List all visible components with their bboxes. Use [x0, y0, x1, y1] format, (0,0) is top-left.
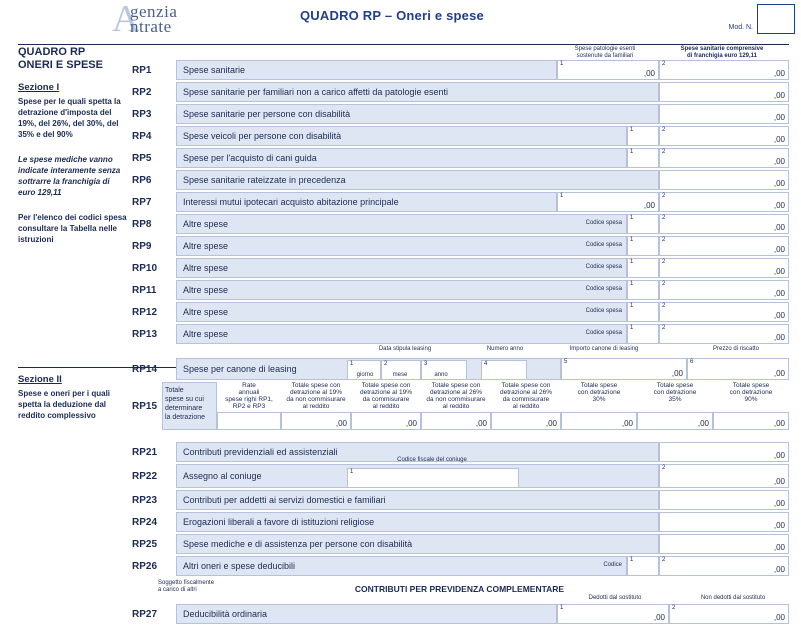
sezione-1-description: Spese per le quali spetta la detrazione d'imposta del 19%, del 26%, del 30%, del 35% e del 90% [18, 97, 121, 139]
row-bar [176, 214, 627, 234]
field-input[interactable]: 1 [627, 214, 659, 234]
rp15-col: Totale spese con detrazione al 19% da commisurare al reddito ,00 [351, 382, 421, 430]
field-anno[interactable]: 3 [421, 360, 467, 380]
field-input[interactable] [217, 412, 281, 430]
mod-number-group [728, 4, 795, 34]
row-bar [176, 126, 627, 146]
row-bar [176, 192, 557, 212]
row-bar [176, 302, 627, 322]
row-code: RP22 [132, 470, 158, 482]
row-code: RP3 [132, 108, 152, 120]
row-label: Contributi per addetti ai servizi domestici e familiari [183, 495, 386, 505]
field-input[interactable]: ,00 [281, 412, 351, 430]
table-row [130, 490, 789, 510]
row-label: Spese per canone di leasing [183, 364, 297, 374]
row-bar [176, 358, 561, 380]
row-label: Altri oneri e spese deducibili [183, 561, 296, 571]
rp15-col: Totale spese con detrazione al 19% da non commisurare al reddito ,00 [281, 382, 351, 430]
row-label: Spese per l'acquisto di cani guida [183, 153, 317, 163]
row-label: Assegno al coniuge [183, 471, 262, 481]
field-input[interactable]: 2 ,00 [659, 148, 789, 168]
caption-giorno: giorno [356, 372, 374, 378]
table-row [130, 280, 789, 300]
field-input[interactable]: 2 ,00 [659, 324, 789, 344]
codice-caption: Codice [603, 562, 622, 568]
table-row [130, 604, 789, 624]
row-label: Spese sanitarie per familiari non a carico affetti da patologie esenti [183, 87, 448, 97]
row-bar [176, 170, 659, 190]
row-label: Spese veicoli per persone con disabilità [183, 131, 342, 141]
table-row [130, 457, 789, 488]
row-label: Deducibilità ordinaria [183, 609, 268, 619]
table-row [130, 60, 789, 80]
row-label: Erogazioni liberali a favore di istituzioni religiose [183, 517, 375, 527]
caption-anno: anno [434, 372, 448, 378]
row-code: RP23 [132, 494, 158, 506]
row-code: RP13 [132, 328, 158, 340]
row-bar [176, 324, 627, 344]
field-input[interactable]: 1 [627, 236, 659, 256]
table-row [130, 104, 789, 124]
row-bar [176, 104, 659, 124]
quadro-title-line1: QUADRO RP [18, 46, 86, 58]
left-column-sezione2 [18, 374, 128, 421]
row-code: RP12 [132, 306, 158, 318]
caption-esenti: Spese patologie esenti sostenute da familiari [574, 46, 636, 59]
field-numero-anno[interactable]: 4 [481, 360, 527, 380]
field-input[interactable]: ,00 [659, 170, 789, 190]
row-label: Altre spese [183, 307, 229, 317]
rp15-col: Totale spese con detrazione al 26% da commisurare al reddito ,00 [491, 382, 561, 430]
row-label: Altre spese [183, 329, 229, 339]
table-row [130, 148, 789, 168]
previdenza-header [130, 578, 789, 604]
row-code: RP14 [132, 363, 158, 375]
rp15-col: Totale spese con detrazione al 26% da non commisurare al reddito ,00 [421, 382, 491, 430]
row-bar [176, 236, 627, 256]
row-bar [176, 556, 627, 576]
rp15-col: Totale spese con detrazione 30% ,00 [561, 382, 637, 430]
row-label: Altre spese [183, 219, 229, 229]
table-row [130, 358, 789, 380]
sezione-2-description: Spese e oneri per i quali spetta la deduzione dal reddito complessivo [18, 389, 111, 420]
codice-spesa-caption: Codice spesa [585, 330, 622, 336]
row-code: RP15 [132, 400, 158, 412]
table-row [130, 258, 789, 278]
row-label: Altre spese [183, 241, 229, 251]
note-franchigia: Le spese mediche vanno indicate interamente senza sottrarre la franchigia di euro 129,11 [18, 155, 121, 197]
field-input[interactable]: ,00 [491, 412, 561, 430]
row-code: RP27 [132, 608, 158, 620]
caption-data-stipula: Data stipula leasing [378, 346, 432, 352]
table-row [130, 556, 789, 576]
field-input[interactable]: ,00 [659, 534, 789, 554]
field-input[interactable]: 1 ,00 [557, 60, 659, 80]
row-code: RP11 [132, 284, 157, 296]
row-code: RP8 [132, 218, 152, 230]
row-label: Spese sanitarie rateizzate in precedenza [183, 175, 346, 185]
field-input[interactable]: ,00 [659, 490, 789, 510]
caption-soggetto-carico: Soggetto fiscalmente a carico di altri [158, 580, 215, 593]
note-codici: Per l'elenco dei codici spesa consultare la Tabella nelle istruzioni [18, 213, 127, 244]
previdenza-title: CONTRIBUTI PER PREVIDENZA COMPLEMENTARE [354, 584, 565, 594]
rp15-row [130, 382, 789, 430]
row-code: RP26 [132, 560, 158, 572]
field-input[interactable]: ,00 [351, 412, 421, 430]
field-mese[interactable]: 2 [381, 360, 421, 380]
field-importo-canone[interactable]: 5 ,00 [561, 358, 687, 380]
caption-non-dedotti: Non dedotti dal sostituto [700, 595, 766, 601]
field-input[interactable]: 2 ,00 [659, 556, 789, 576]
row-code: RP1 [132, 64, 152, 76]
row-bar [176, 604, 557, 624]
rp15-col: Totale spese con detrazione 35% ,00 [637, 382, 713, 430]
table-row [130, 192, 789, 212]
row-code: RP4 [132, 130, 152, 142]
field-input[interactable]: 1 [627, 148, 659, 168]
field-codice-fiscale-coniuge[interactable]: 1 [347, 468, 519, 488]
caption-franchigia: Spese sanitarie comprensive di franchigia euro 129,11 [680, 46, 764, 59]
field-input[interactable]: 1 [627, 258, 659, 278]
field-input[interactable]: 1 [627, 280, 659, 300]
rp15-columns [217, 382, 789, 430]
row-code: RP2 [132, 86, 152, 98]
codice-spesa-caption: Codice spesa [585, 286, 622, 292]
row-label: Contributi previdenziali ed assistenziali [183, 447, 338, 457]
field-input[interactable]: ,00 [659, 82, 789, 102]
caption-mese: mese [392, 372, 408, 378]
codice-spesa-caption: Codice spesa [585, 242, 622, 248]
row-bar [176, 258, 627, 278]
row-bar [176, 280, 627, 300]
rp15-col: Rate annuali spese righi RP1, RP2 e RP3 [217, 382, 281, 430]
rp14-captions [130, 346, 789, 358]
table-row [130, 324, 789, 344]
field-input[interactable]: ,00 [637, 412, 713, 430]
row-bar [176, 490, 659, 510]
row-code: RP25 [132, 538, 158, 550]
mod-label: Mod. N. [728, 24, 753, 31]
agency-name-line1: genzia [130, 2, 178, 21]
form-grid [130, 46, 789, 626]
row-code: RP6 [132, 174, 152, 186]
row-bar [176, 148, 627, 168]
row-label: Altre spese [183, 285, 229, 295]
field-input[interactable]: 2 ,00 [659, 258, 789, 278]
field-input[interactable]: 2 ,00 [659, 192, 789, 212]
table-row [130, 512, 789, 532]
table-row [130, 82, 789, 102]
field-input[interactable]: ,00 [561, 412, 637, 430]
codice-spesa-caption: Codice spesa [585, 308, 622, 314]
codice-spesa-caption: Codice spesa [585, 264, 622, 270]
caption-prezzo-riscatto: Prezzo di riscatto [712, 346, 760, 352]
caption-importo-canone: Importo canone di leasing [569, 346, 639, 352]
field-input[interactable]: ,00 [659, 442, 789, 462]
field-input[interactable]: 1 [627, 126, 659, 146]
field-input[interactable]: ,00 [659, 512, 789, 532]
row-bar [176, 534, 659, 554]
field-prezzo-riscatto[interactable]: 6 ,00 [687, 358, 789, 380]
field-input[interactable]: ,00 [713, 412, 789, 430]
row-bar [176, 457, 659, 488]
field-input[interactable]: 1 [627, 556, 659, 576]
row-code: RP10 [132, 262, 158, 274]
rp15-label: Totale spese su cui determinare la detrazione [162, 382, 217, 430]
caption-numero-anno: Numero anno [486, 346, 524, 352]
row-bar [176, 512, 659, 532]
field-input[interactable]: 2 ,00 [659, 236, 789, 256]
caption-dedotti: Dedotti dal sostituto [588, 595, 642, 601]
row-label: Spese sanitarie [183, 65, 246, 75]
field-giorno[interactable]: 1 [347, 360, 381, 380]
row-label: Spese mediche e di assistenza per persone con disabilità [183, 539, 413, 549]
agency-glyph-icon: A [112, 0, 140, 40]
row-code: RP7 [132, 196, 152, 208]
field-input[interactable]: 2 ,00 [659, 214, 789, 234]
rp15-col: Totale spese con detrazione 90% ,00 [713, 382, 789, 430]
row-bar [176, 82, 659, 102]
table-row [130, 126, 789, 146]
field-non-dedotti-sostituto[interactable]: 2 ,00 [669, 604, 789, 624]
field-input[interactable]: 1 [627, 324, 659, 344]
table-row [130, 302, 789, 322]
top-captions [130, 46, 789, 60]
row-label: Spese sanitarie per persone con disabilità [183, 109, 351, 119]
row-bar [176, 60, 557, 80]
row-label: Interessi mutui ipotecari acquisto abitazione principale [183, 197, 399, 207]
row-code: RP9 [132, 240, 152, 252]
page-header [0, 0, 801, 40]
row-code: RP24 [132, 516, 158, 528]
sezione-2-title: Sezione II [18, 374, 62, 385]
field-input[interactable]: 2 ,00 [659, 60, 789, 80]
row-code: RP21 [132, 446, 158, 458]
caption-codice-fiscale-coniuge: Codice fiscale del coniuge [397, 457, 467, 463]
field-input[interactable]: ,00 [659, 104, 789, 124]
table-row [130, 170, 789, 190]
field-input[interactable]: 2 ,00 [659, 464, 789, 488]
divider-top [18, 44, 789, 45]
table-row [130, 534, 789, 554]
field-input[interactable]: 1 ,00 [557, 192, 659, 212]
agency-name-line2: ntrate [130, 17, 172, 36]
field-input[interactable]: 2 ,00 [659, 280, 789, 300]
left-column [18, 46, 128, 245]
row-label: Altre spese [183, 263, 229, 273]
row-code: RP5 [132, 152, 152, 164]
field-input[interactable]: 2 ,00 [659, 126, 789, 146]
sezione-1-title: Sezione I [18, 82, 60, 93]
table-row [130, 236, 789, 256]
table-row [130, 214, 789, 234]
field-input[interactable]: 2 ,00 [659, 302, 789, 322]
mod-number-input[interactable] [757, 4, 795, 34]
quadro-title-line2: ONERI E SPESE [18, 59, 103, 71]
agenzia-entrate-logo [112, 0, 250, 40]
page-title: QUADRO RP – Oneri e spese [300, 8, 484, 23]
codice-spesa-caption: Codice spesa [585, 220, 622, 226]
field-input[interactable]: 1 [627, 302, 659, 322]
field-dedotti-sostituto[interactable]: 1 ,00 [557, 604, 669, 624]
field-input[interactable]: ,00 [421, 412, 491, 430]
